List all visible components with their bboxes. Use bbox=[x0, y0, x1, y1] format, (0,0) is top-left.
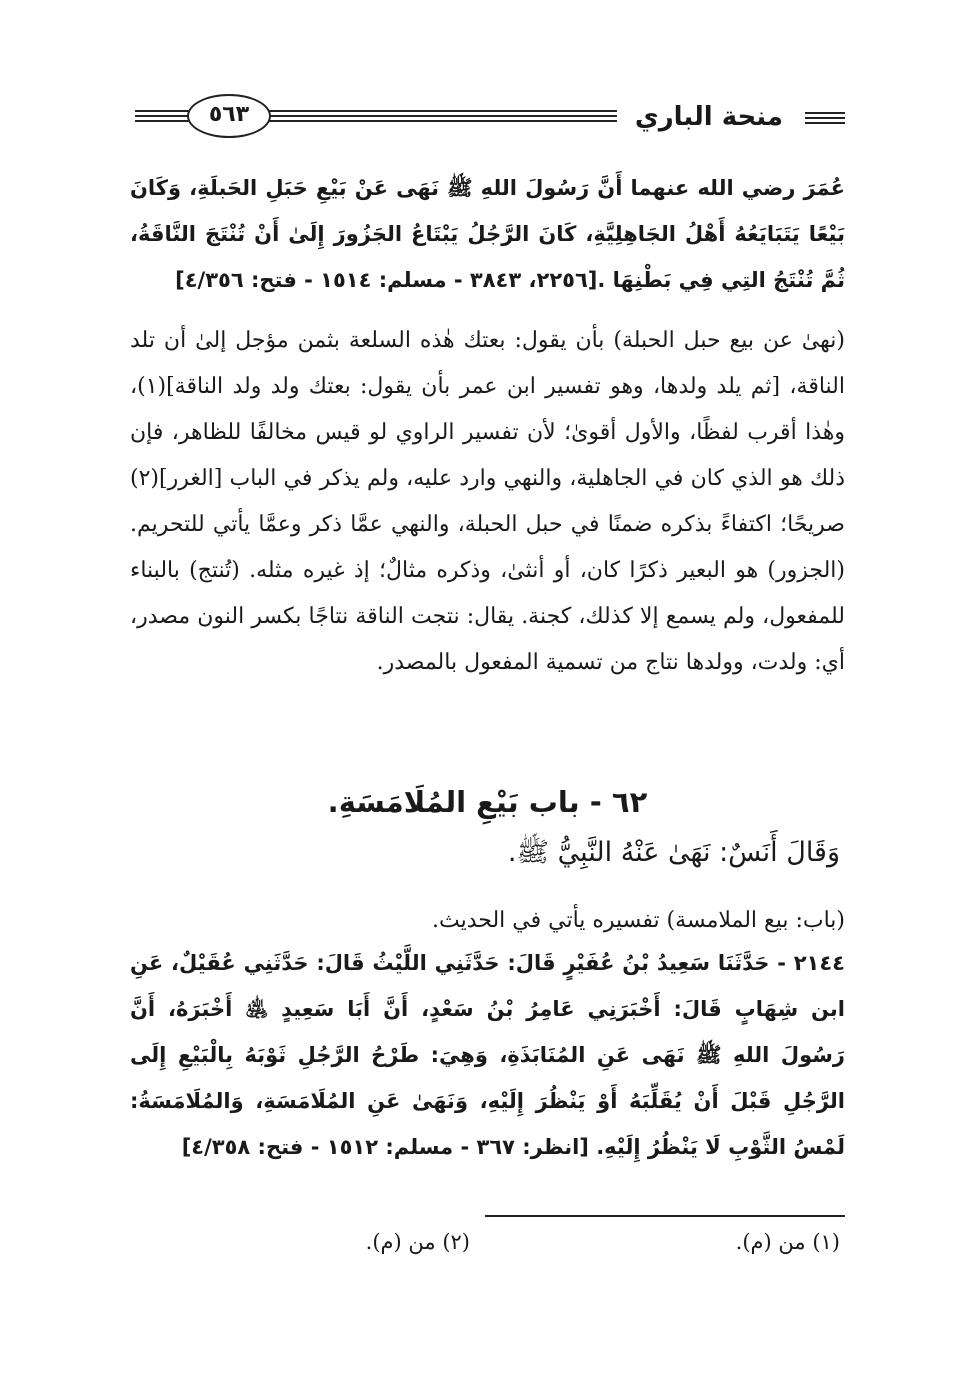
page-header bbox=[135, 92, 845, 140]
footnote-rule bbox=[485, 1215, 845, 1217]
footnote-1: (١) من (م). bbox=[735, 1230, 840, 1254]
header-ornament-right bbox=[805, 112, 845, 127]
chapter-title: ٦٢ - باب بَيْعِ المُلَامَسَةِ. bbox=[327, 785, 648, 819]
running-title: منحة الباري bbox=[634, 102, 783, 132]
chapter-subtitle: وَقَالَ أَنَسٌ: نَهَىٰ عَنْهُ النَّبِيُّ ﷺ. bbox=[507, 837, 840, 868]
commentary-text: (نهىٰ عن بيع حبل الحبلة) بأن يقول: بعتك هٰذه السلعة بثمن مؤجل إلىٰ أن تلد الناقة، [ثم يلد ولدها، وهو تفسير ابن عمر بأن يقول: بعتك ولد ولد الناقة](١)، وهٰذا أقرب لفظًا، والأول أقوىٰ؛ لأن تفسير الراوي لو قيس مخالفًا للظاهر، فإن ذلك هو الذي كان في الجاهلية، والنهي وارد عليه، ولم يذكر في الباب [الغرر](٢) صريحًا؛ اكتفاءً بذكره ضمنًا في حبل الحبلة، والنهي عمَّا ذكر وعمَّا يأتي للتحريم. (الجزور) هو البعير ذكرًا كان، أو أنثىٰ، وذكره مثالٌ؛ إذ غيره مثله. (تُنتج) بالبناء للمفعول، ولم يسمع إلا كذلك، كجنة. يقال: نتجت الناقة نتاجًا بكسر النون مصدر، أي: ولدت، وولدها نتاج من تسمية المفعول بالمصدر. bbox=[130, 328, 845, 675]
page-number: ٥٦٣ bbox=[187, 94, 271, 138]
chapter-note: (باب: بيع الملامسة) تفسيره يأتي في الحديث. bbox=[431, 908, 845, 933]
footnote-2: (٢) من (م). bbox=[365, 1230, 470, 1254]
header-rule bbox=[240, 110, 617, 125]
header-ornament-left bbox=[135, 110, 190, 125]
hadith-2144: ٢١٤٤ - حَدَّثَنَا سَعِيدُ بْنُ عُفَيْرٍ قَالَ: حَدَّثَنِي اللَّيْثُ قَالَ: حَدَّثَنِي عُقَيْلٌ، عَنِ ابن شِهَابٍ قَالَ: أَخْبَرَنِي عَامِرُ بْنُ سَعْدٍ، أَنَّ أَبَا سَعِيدٍ ﵁ أَخْبَرَهُ، أَنَّ رَسُولَ اللهِ ﷺ نَهَى عَنِ المُنَابَذَةِ، وَهِيَ: طَرْحُ الرَّجُلِ ثَوْبَهُ بِالْبَيْعِ إِلَى الرَّجُلِ قَبْلَ أَنْ يُقَلِّبَهُ أَوْ يَنْظُرَ إِلَيْهِ، وَنَهَىٰ عَنِ المُلَامَسَةِ، وَالمُلَامَسَةُ: لَمْسُ الثَّوْبِ لَا يَنْظُرُ إِلَيْهِ. [انظر: ٣٦٧ - مسلم: ١٥١٢ - فتح: ٤/٣٥٨] bbox=[130, 951, 845, 1159]
hadith-text-top: عُمَرَ رضي الله عنهما أَنَّ رَسُولَ اللهِ ﷺ نَهَى عَنْ بَيْعِ حَبَلِ الحَبلَةِ، وَكَانَ بَيْعًا يَتَبَايَعُهُ أَهْلُ الجَاهِلِيَّةِ، كَانَ الرَّجُلُ يَبْتَاعُ الجَزُورَ إِلَىٰ أَنْ تُنْتَجَ النَّاقَةُ، ثُمَّ تُنْتَجُ التِي فِي بَطْنِهَا .[٢٢٥٦، ٣٨٤٣ - مسلم: ١٥١٤ - فتح: ٤/٣٥٦] bbox=[130, 176, 845, 292]
